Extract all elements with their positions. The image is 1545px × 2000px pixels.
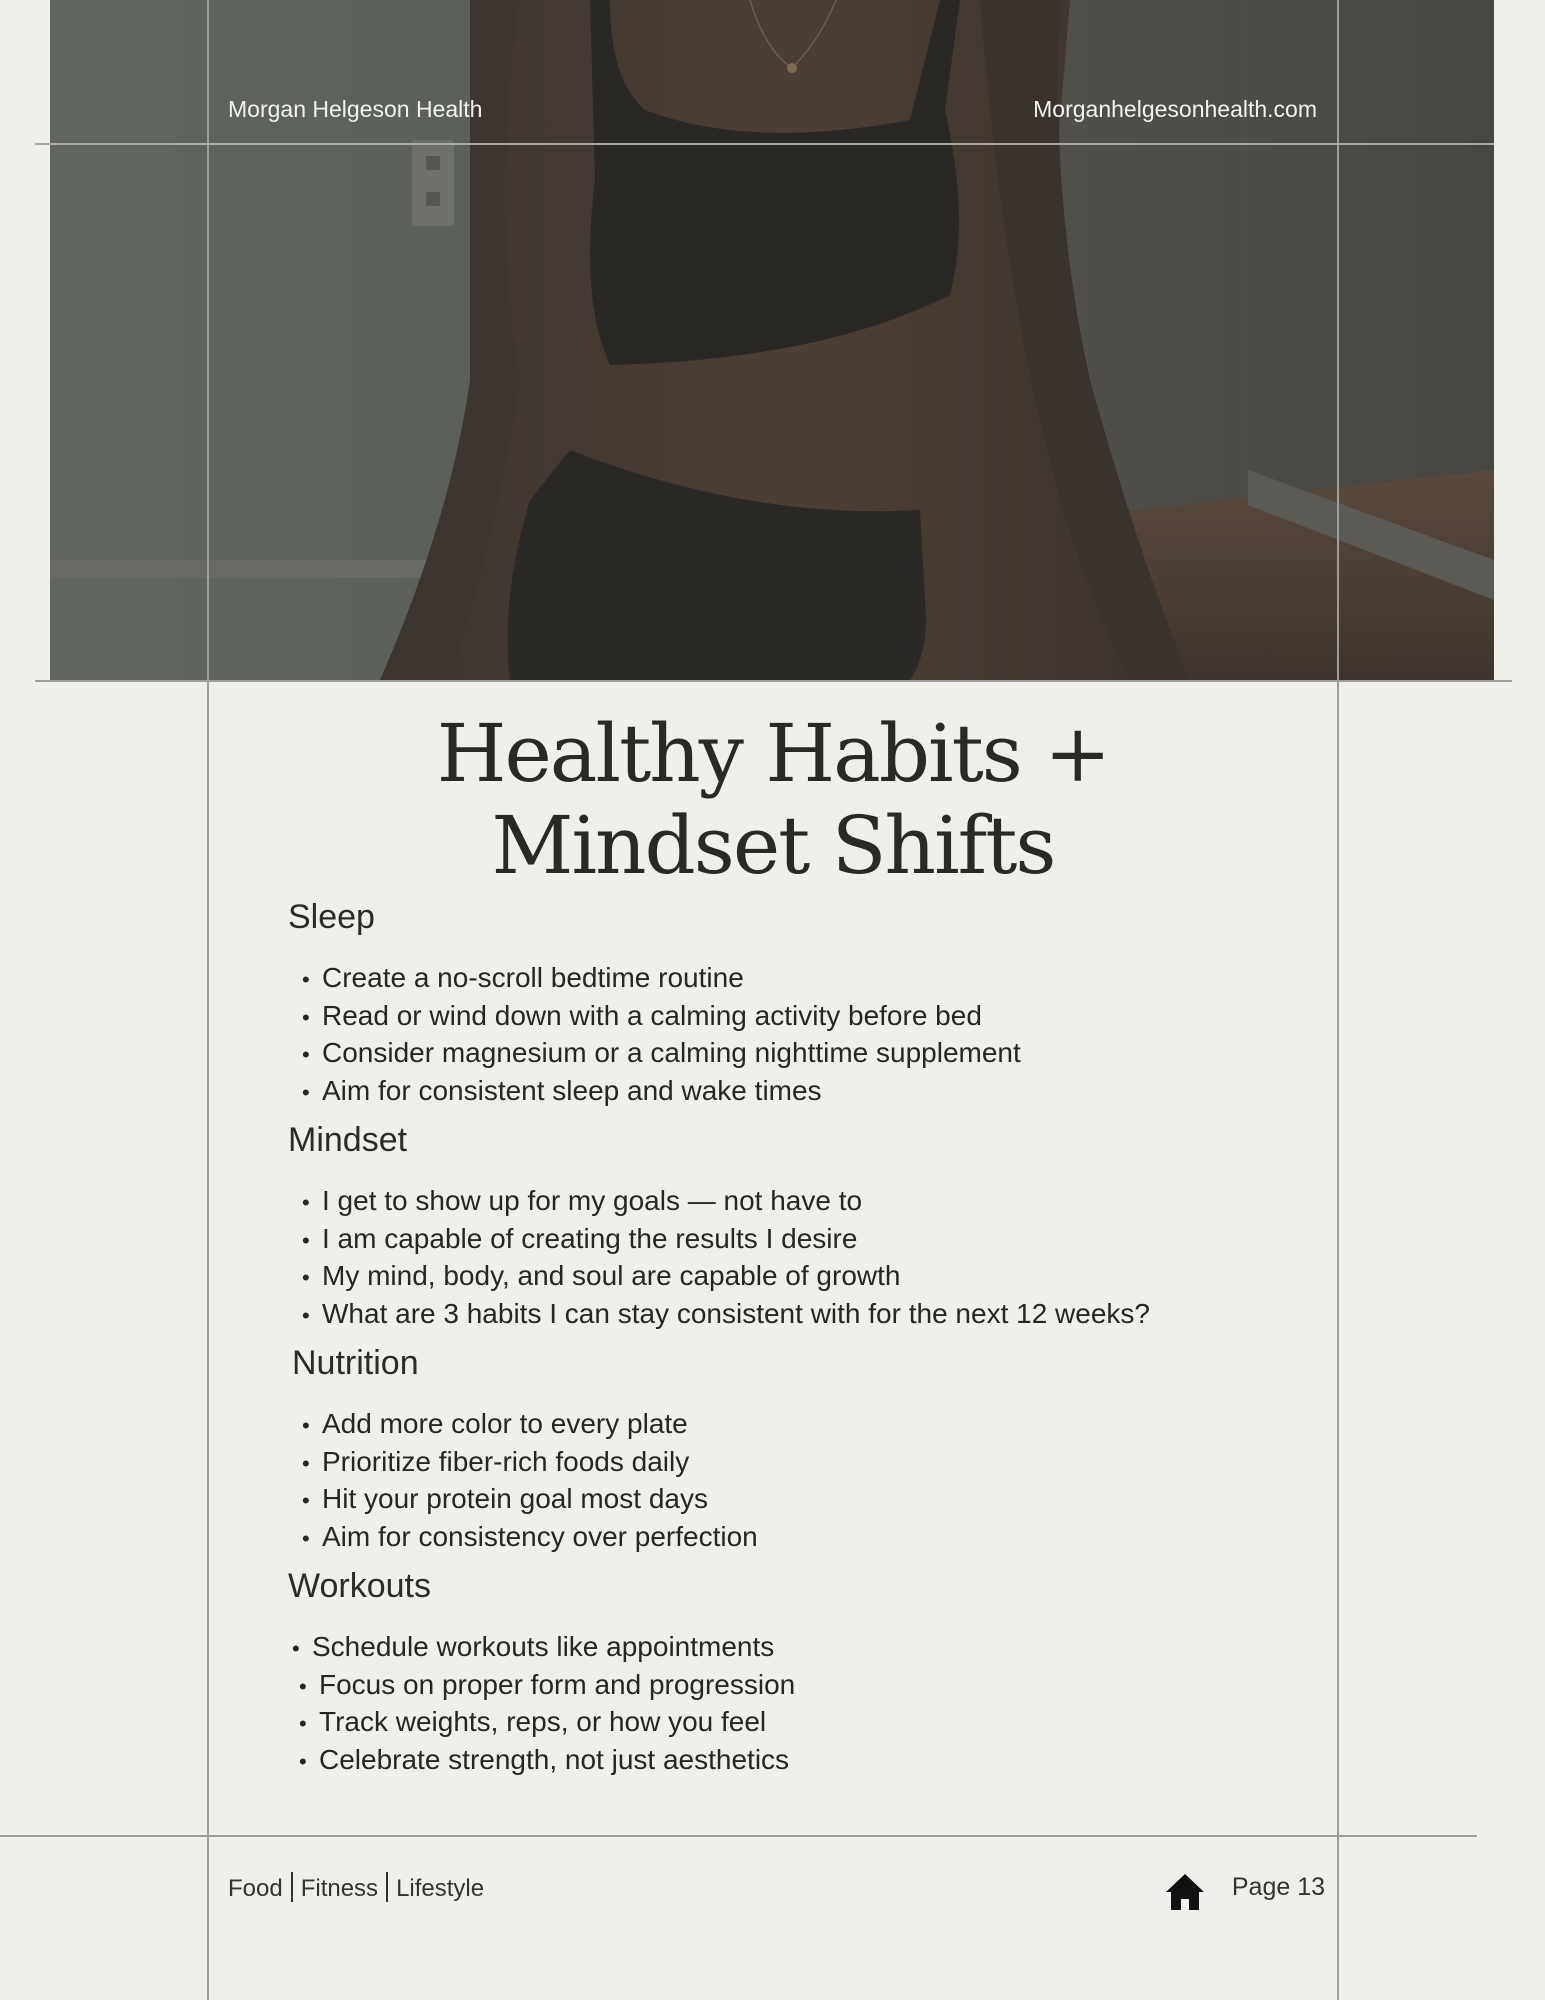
list-item: • I am capable of creating the results I desire (302, 1220, 1328, 1258)
footer-categories (228, 1872, 484, 1906)
list-item: • Hit your protein goal most days (302, 1480, 1328, 1518)
nutrition-list (288, 1405, 1328, 1555)
bullet: • (302, 1413, 310, 1438)
list-item: • Focus on proper form and progression (292, 1666, 1328, 1704)
bullet: • (302, 1302, 310, 1328)
bullet: • (292, 1636, 300, 1661)
category-separator (386, 1872, 388, 1902)
footer-category-lifestyle[interactable]: Lifestyle (396, 1875, 485, 1902)
list-item: • Aim for consistent sleep and wake times (302, 1072, 1328, 1110)
bullet: • (299, 1748, 307, 1774)
bullet: • (302, 1004, 310, 1030)
right-guide-line (1337, 0, 1339, 2000)
bullet: • (302, 1190, 310, 1215)
header-divider (35, 143, 1494, 145)
list-item: • Aim for consistency over perfection (302, 1518, 1328, 1556)
hero-divider (35, 680, 1512, 682)
list-item: • Create a no-scroll bedtime routine (302, 959, 1328, 997)
section-heading-workouts: Workouts (288, 1567, 431, 1605)
page-number: Page 13 (1231, 1873, 1325, 1901)
section-heading-mindset: Mindset (288, 1121, 408, 1159)
category-separator (291, 1872, 293, 1902)
home-icon[interactable] (1164, 1872, 1206, 1912)
footer-category-fitness[interactable]: Fitness (300, 1875, 379, 1902)
list-item: • Celebrate strength, not just aesthetics (292, 1741, 1328, 1779)
title-line-2: Mindset Shifts (491, 799, 1055, 892)
page-title (208, 708, 1338, 892)
title-line-1: Healthy Habits + (436, 707, 1110, 800)
bullet: • (302, 1265, 310, 1290)
list-item: • Track weights, reps, or how you feel (292, 1703, 1328, 1741)
list-item: • Read or wind down with a calming activity before bed (302, 997, 1328, 1035)
left-guide-line (207, 0, 209, 2000)
bullet: • (302, 1450, 310, 1476)
bullet: • (302, 1525, 310, 1551)
bullet: • (302, 1227, 310, 1253)
list-item: • Prioritize fiber-rich foods daily (302, 1443, 1328, 1481)
list-item: • My mind, body, and soul are capable of growth (302, 1257, 1328, 1295)
list-item: • Add more color to every plate (302, 1405, 1328, 1443)
bullet: • (302, 1488, 310, 1513)
website-link[interactable]: Morganhelgesonhealth.com (1033, 96, 1317, 122)
footer-category-food[interactable]: Food (228, 1875, 283, 1902)
sleep-list (288, 959, 1328, 1109)
bullet: • (302, 1042, 310, 1067)
mindset-list (288, 1182, 1328, 1332)
list-item: • What are 3 habits I can stay consistent with for the next 12 weeks? (302, 1295, 1328, 1333)
habits-content (288, 893, 1328, 1785)
bullet: • (302, 1079, 310, 1105)
workouts-list (288, 1628, 1328, 1778)
section-heading-sleep: Sleep (288, 898, 375, 936)
footer-divider (0, 1835, 1477, 1837)
section-heading-nutrition: Nutrition (292, 1344, 419, 1382)
bullet: • (299, 1711, 307, 1736)
bullet: • (302, 967, 310, 992)
brand-name: Morgan Helgeson Health (228, 96, 483, 122)
list-item: • I get to show up for my goals — not have to (302, 1182, 1328, 1220)
list-item: • Schedule workouts like appointments (292, 1628, 1328, 1666)
list-item: • Consider magnesium or a calming nighttime supplement (302, 1034, 1328, 1072)
bullet: • (299, 1673, 307, 1699)
